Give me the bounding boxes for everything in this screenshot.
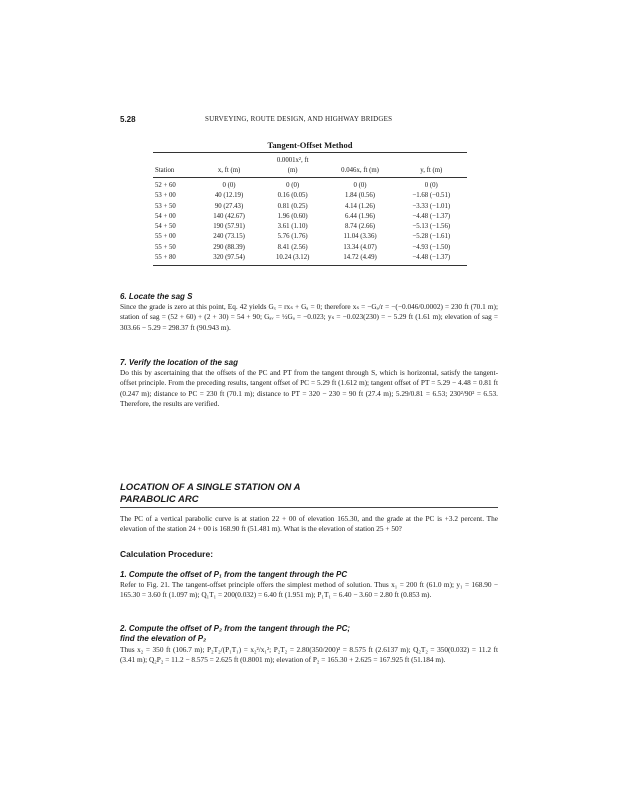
cell-b: 4.14 (1.26) — [345, 202, 376, 210]
cell-x: 320 (97.54) — [197, 253, 261, 266]
cell-y: 0 (0) — [424, 182, 438, 189]
cell-station: 53 + 00 — [155, 192, 176, 200]
cell-y: −4.93 (−1.50) — [412, 243, 451, 251]
section-divider — [120, 507, 498, 508]
cell-a: 10.24 (3.12) — [261, 253, 325, 266]
cell-station: 54 + 50 — [155, 223, 176, 231]
cell-a: 5.76 (1.76) — [277, 233, 308, 241]
cell-y: −5.28 (−1.61) — [412, 233, 451, 241]
table-row — [153, 191, 467, 201]
col-header-y: y, ft (m) — [396, 166, 467, 178]
cell-station: 55 + 80 — [153, 253, 197, 266]
proc-step-1-text: Refer to Fig. 21. The tangent-offset principle offers the simplest method of solution. Thus x₁ = 200 ft (61.0 m); y₁ = 168.90 − 165.30 = 3.60 ft (1.097 m); Q₁T₁ = 200(0.032) = 6.40 ft (1.951 m); P₁T₁ = 6.40 − 3.60 = 2.80 ft (0.853 m). — [120, 580, 498, 600]
cell-b: 6.44 (1.96) — [345, 212, 376, 220]
cell-x: 140 (42.67) — [213, 212, 245, 220]
step-7-heading: 7. Verify the location of the sag — [120, 358, 238, 367]
step-6-heading: 6. Locate the sag S — [120, 292, 193, 301]
cell-b: 11.04 (3.36) — [343, 233, 377, 241]
section-title-line-2: PARABOLIC ARC — [120, 493, 199, 505]
cell-b: 0 (0) — [353, 182, 367, 189]
col-header-a-line1: 0.0001x², ft — [261, 153, 325, 167]
cell-a: 0.81 (0.25) — [277, 202, 308, 210]
cell-a: 0.16 (0.05) — [277, 192, 308, 200]
col-header-x: x, ft (m) — [197, 166, 261, 178]
cell-x: 290 (88.39) — [213, 243, 245, 251]
procedure-heading: Calculation Procedure: — [120, 549, 214, 559]
cell-station: 52 + 60 — [155, 182, 176, 189]
cell-y: −5.13 (−1.56) — [412, 223, 451, 231]
table-title: Tangent-Offset Method — [267, 140, 353, 150]
tangent-offset-table — [153, 152, 467, 266]
col-header-station: Station — [153, 166, 197, 178]
cell-a: 0 (0) — [286, 182, 300, 189]
cell-y: −1.68 (−0.51) — [412, 192, 451, 200]
cell-x: 90 (27.43) — [214, 202, 244, 210]
page-header — [120, 115, 500, 129]
step-6-text: Since the grade is zero at this point, Eq. 42 yields Gₓ = rxₛ + Gₐ = 0; therefore xₛ = −Gₐ/r = −(−0.046/0.0002) = 230 ft (70.1 m); station of sag = (52 + 60) + (2 + 30) = 54 + 90; Gₐᵥ = ½Gₐ = −0.023; yₛ = −0.023(230) = − 5.29 ft (1.61 m); elevation of sag = 303.66 − 5.29 = 298.37 ft (90.943 m). — [120, 302, 498, 332]
page-number: 5.28 — [120, 115, 136, 124]
cell-y: −4.48 (−1.37) — [396, 253, 467, 266]
cell-station: 55 + 00 — [155, 233, 176, 241]
cell-x: 190 (57.91) — [213, 223, 245, 231]
cell-b: 13.34 (4.07) — [343, 243, 377, 251]
table-row — [153, 222, 467, 232]
cell-a: 1.96 (0.60) — [277, 212, 308, 220]
col-header-a-line2: (m) — [261, 166, 325, 178]
cell-y: −4.48 (−1.37) — [412, 212, 451, 220]
proc-step-2-heading-line-2: find the elevation of P₂ — [120, 634, 207, 643]
col-header-b: 0.046x, ft (m) — [325, 166, 396, 178]
section-title-line-1: LOCATION OF A SINGLE STATION ON A — [120, 482, 301, 493]
section-title — [120, 482, 500, 505]
cell-y: −3.33 (−1.01) — [412, 202, 451, 210]
cell-x: 240 (73.15) — [213, 233, 245, 241]
proc-step-1-heading: 1. Compute the offset of P₁ from the tangent through the PC — [120, 570, 348, 579]
running-head: SURVEYING, ROUTE DESIGN, AND HIGHWAY BRIDGES — [205, 115, 393, 123]
table-row — [153, 212, 467, 222]
table-row — [153, 232, 467, 242]
proc-step-2-text: Thus x₂ = 350 ft (106.7 m); P₂T₂/(P₁T₁) = x₂²/x₁²; P₂T₂ = 2.80(350/200)² = 8.575 ft (2.6137 m); Q₂T₂ = 350(0.032) = 11.2 ft (3.41 m); Q₂P₂ = 11.2 − 8.575 = 2.625 ft (0.8001 m); elevation of P₂ = 165.30 + 2.625 = 167.925 ft (51.184 m). — [120, 645, 498, 665]
proc-step-2-heading — [120, 624, 350, 644]
cell-a: 8.41 (2.56) — [277, 243, 308, 251]
problem-statement: The PC of a vertical parabolic curve is at station 22 + 00 of elevation 165.30, and the grade at the PC is +3.2 percent. The elevation of the station 24 + 00 is 168.90 ft (51.481 m). What is the elevation of station 25 + 50? — [120, 514, 498, 534]
cell-a: 3.61 (1.10) — [277, 223, 308, 231]
cell-x: 40 (12.19) — [214, 192, 244, 200]
cell-b: 1.84 (0.56) — [345, 192, 376, 200]
cell-b: 14.72 (4.49) — [325, 253, 396, 266]
step-7-text: Do this by ascertaining that the offsets of the PC and PT from the tangent through S, which is horizontal, satisfy the tangent-offset principle. From the preceding results, tangent offset of PC = 5.29 ft (1.612 m); tangent offset of PT = 5.29 − 4.48 = 0.81 ft (0.247 m); distance to PC = 230 ft (70.1 m); distance to PT = 320 − 230 = 90 ft (27.4 m); 5.29/0.81 = 6.53; 230²/90² = 6.53. Therefore, the results are verified. — [120, 368, 498, 409]
cell-station: 53 + 50 — [155, 202, 176, 210]
cell-b: 8.74 (2.66) — [345, 223, 376, 231]
cell-x: 0 (0) — [222, 182, 236, 189]
table-row — [153, 243, 467, 253]
proc-step-2-heading-line-1: 2. Compute the offset of P₂ from the tangent through the PC; — [120, 624, 351, 633]
cell-station: 55 + 50 — [155, 243, 176, 251]
table-row — [153, 178, 467, 192]
table-row — [153, 253, 467, 266]
table-row — [153, 202, 467, 212]
cell-station: 54 + 00 — [155, 212, 176, 220]
